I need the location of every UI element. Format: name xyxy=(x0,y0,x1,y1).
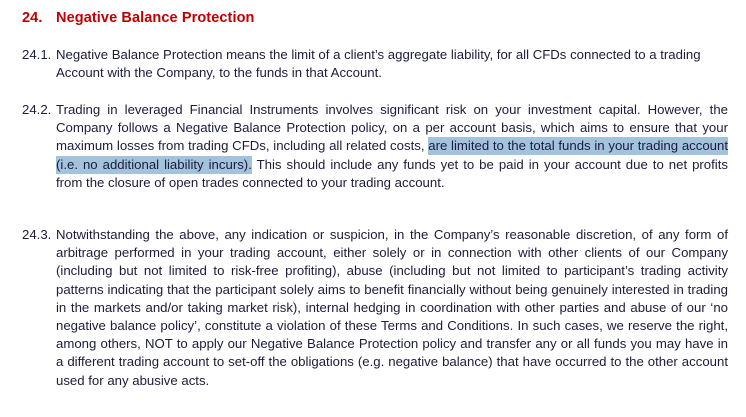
clause-24-3-text: Notwithstanding the above, any indication or suspicion, in the Company’s reasonable discretion, of any form of arbitrage performed in your trading account, either solely or in connection with other clients of our Company (including but not limited to risk-free profiting), abuse (including but not limited to participant’s trading activity patterns indicating that the participant solely aims to benefit financially without being genuinely interested in trading in the markets and/or taking market risk), internal hedging in coordination with other parties and abuse of our ‘no negative balance policy’, constitute a violation of these Terms and Conditions. In such cases, we reserve the right, among others, NOT to apply our Negative Balance Protection policy and transfer any or all funds you may have in a different trading account to set-off the obligations (e.g. negative balance) that have occurred to the other account used for any abusive acts. xyxy=(56,227,728,388)
section-heading xyxy=(22,10,728,26)
clause-24-1-text: Negative Balance Protection means the limit of a client’s aggregate liability, for all CFDs connected to a trading Account with the Company, to the funds in that Account. xyxy=(56,47,701,81)
clause-24-2 xyxy=(22,101,728,192)
section-heading-number: 24. xyxy=(22,10,43,26)
clause-24-3-number: 24.3. xyxy=(22,227,52,242)
clause-24-2-number: 24.2. xyxy=(22,102,52,117)
clause-24-1 xyxy=(22,46,728,82)
clause-24-2-text-before-highlight: Trading in leveraged Financial Instruments involves significant risk on your investment capital. However, the Company follows a Negative Balance Protection policy, on a per account basis, which aims to ensure that your maximum losses from trading CFDs, including all related costs, xyxy=(56,102,728,154)
clause-24-2-text xyxy=(56,101,728,192)
clause-24-2-text-after-highlight: This should include any funds yet to be paid in your account due to net profits from the closure of open trades connected to your trading account. xyxy=(56,156,728,190)
clause-24-2-highlighted-text[interactable]: are limited to the total funds in your trading account (i.e. no additional liability incurs). xyxy=(56,138,729,172)
section-heading-title: Negative Balance Protection xyxy=(56,10,255,26)
clause-24-3 xyxy=(22,226,728,390)
clause-24-1-number: 24.1. xyxy=(22,47,52,62)
